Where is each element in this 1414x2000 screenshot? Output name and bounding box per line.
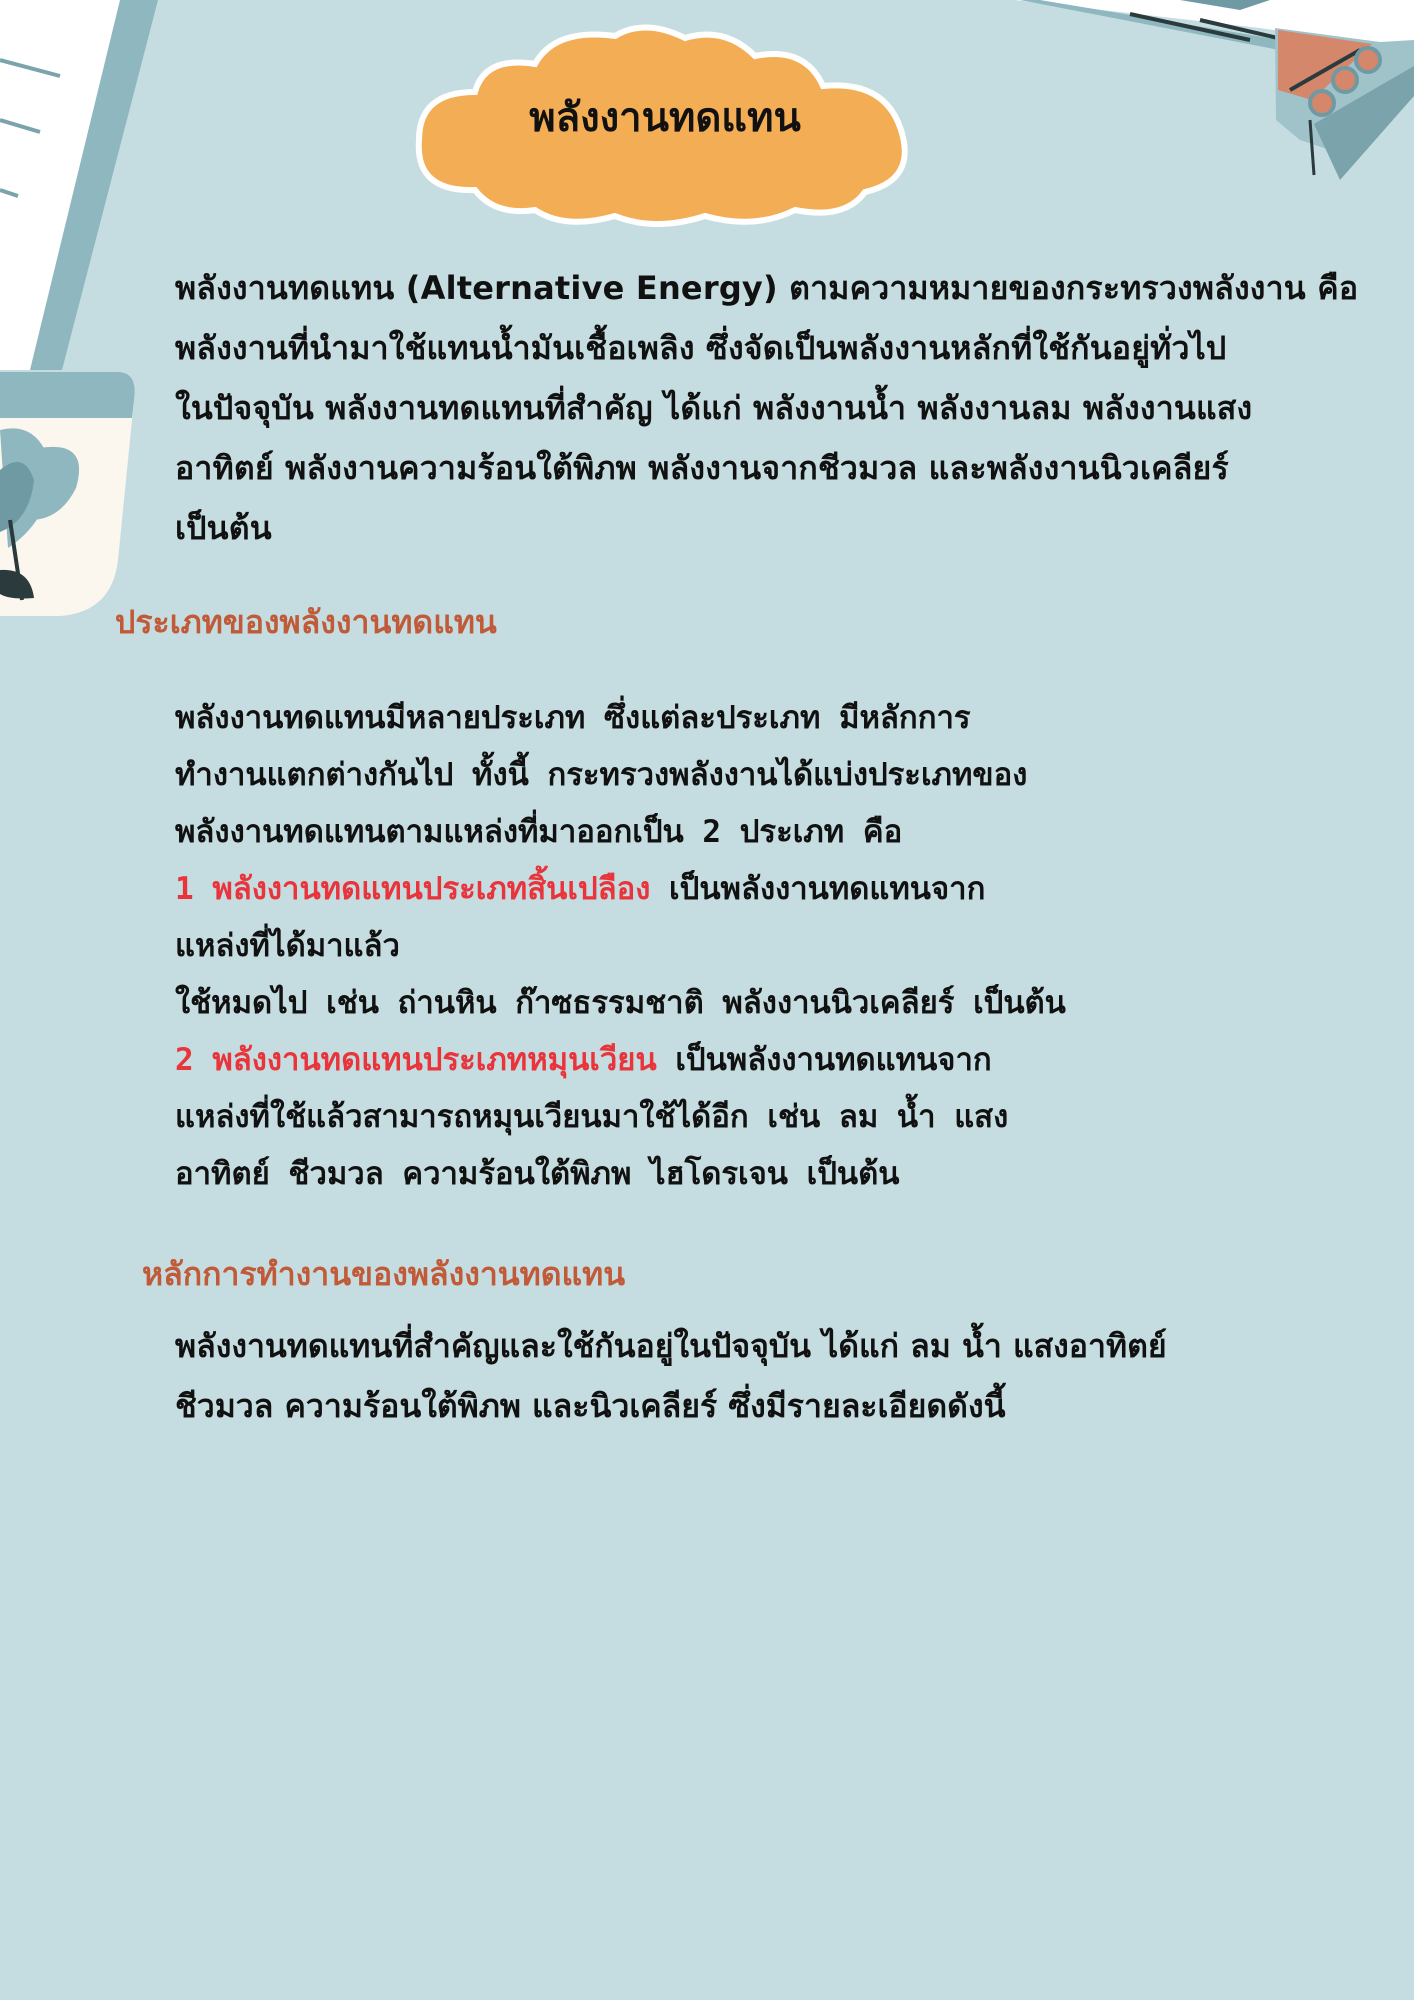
type1-line: [175, 861, 1375, 918]
section-heading-types: ประเภทของพลังงานทดแทน: [115, 603, 497, 641]
intro-line: ในปัจจุบัน พลังงานทดแทนที่สำคัญ ได้แก่ พลังงานน้ำ พลังงานลม พลังงานแสง: [175, 389, 1253, 427]
types-paragraph: [175, 690, 1375, 1203]
type2-desc-line: แหล่งที่ใช้แล้วสามารถหมุนเวียนมาใช้ได้อีก เช่น ลม น้ำ แสง: [175, 1099, 1009, 1135]
plant-pot-illustration: [0, 372, 135, 616]
section-heading-principles: หลักการทำงานของพลังงานทดแทน: [142, 1255, 626, 1293]
intro-paragraph: [175, 258, 1375, 558]
type2-desc-inline: เป็นพลังงานทดแทนจาก: [656, 1042, 992, 1078]
type1-desc-line: แหล่งที่ได้มาแล้ว: [175, 928, 400, 964]
type1-title: 1 พลังงานทดแทนประเภทสิ้นเปลือง: [175, 871, 651, 907]
types-line: พลังงานทดแทนมีหลายประเภท ซึ่งแต่ละประเภท มีหลักการ: [175, 700, 971, 736]
principles-line: ชีวมวล ความร้อนใต้พิภพ และนิวเคลียร์ ซึ่งมีรายละเอียดดังนี้: [175, 1387, 1006, 1425]
principles-line: พลังงานทดแทนที่สำคัญและใช้กันอยู่ในปัจจุบัน ได้แก่ ลม น้ำ แสงอาทิตย์: [175, 1327, 1167, 1365]
types-line: พลังงานทดแทนตามแหล่งที่มาออกเป็น 2 ประเภท คือ: [175, 814, 903, 850]
intro-line: พลังงานทดแทน (Alternative Energy) ตามความหมายของกระทรวงพลังงาน คือ: [175, 269, 1359, 307]
types-line: ทำงานแตกต่างกันไป ทั้งนี้ กระทรวงพลังงานได้แบ่งประเภทของ: [175, 757, 1028, 793]
type1-desc-line: ใช้หมดไป เช่น ถ่านหิน ก๊าซธรรมชาติ พลังงานนิวเคลียร์ เป็นต้น: [175, 985, 1066, 1021]
intro-line: อาทิตย์ พลังงานความร้อนใต้พิภพ พลังงานจากชีวมวล และพลังงานนิวเคลียร์: [175, 449, 1229, 487]
type2-title: 2 พลังงานทดแทนประเภทหมุนเวียน: [175, 1042, 657, 1078]
book-stack-illustration: [1015, 0, 1414, 180]
principles-paragraph: [175, 1316, 1375, 1436]
type2-line: [175, 1032, 1375, 1089]
page-title: พลังงานทดแทน: [529, 95, 801, 141]
intro-line: เป็นต้น: [175, 509, 272, 547]
intro-line: พลังงานที่นำมาใช้แทนน้ำมันเชื้อเพลิง ซึ่งจัดเป็นพลังงานหลักที่ใช้กันอยู่ทั่วไป: [175, 329, 1227, 367]
type2-desc-line: อาทิตย์ ชีวมวล ความร้อนใต้พิภพ ไฮโดรเจน เป็นต้น: [175, 1156, 900, 1192]
notebook-illustration: [0, 0, 158, 370]
type1-desc-inline: เป็นพลังงานทดแทนจาก: [650, 871, 986, 907]
